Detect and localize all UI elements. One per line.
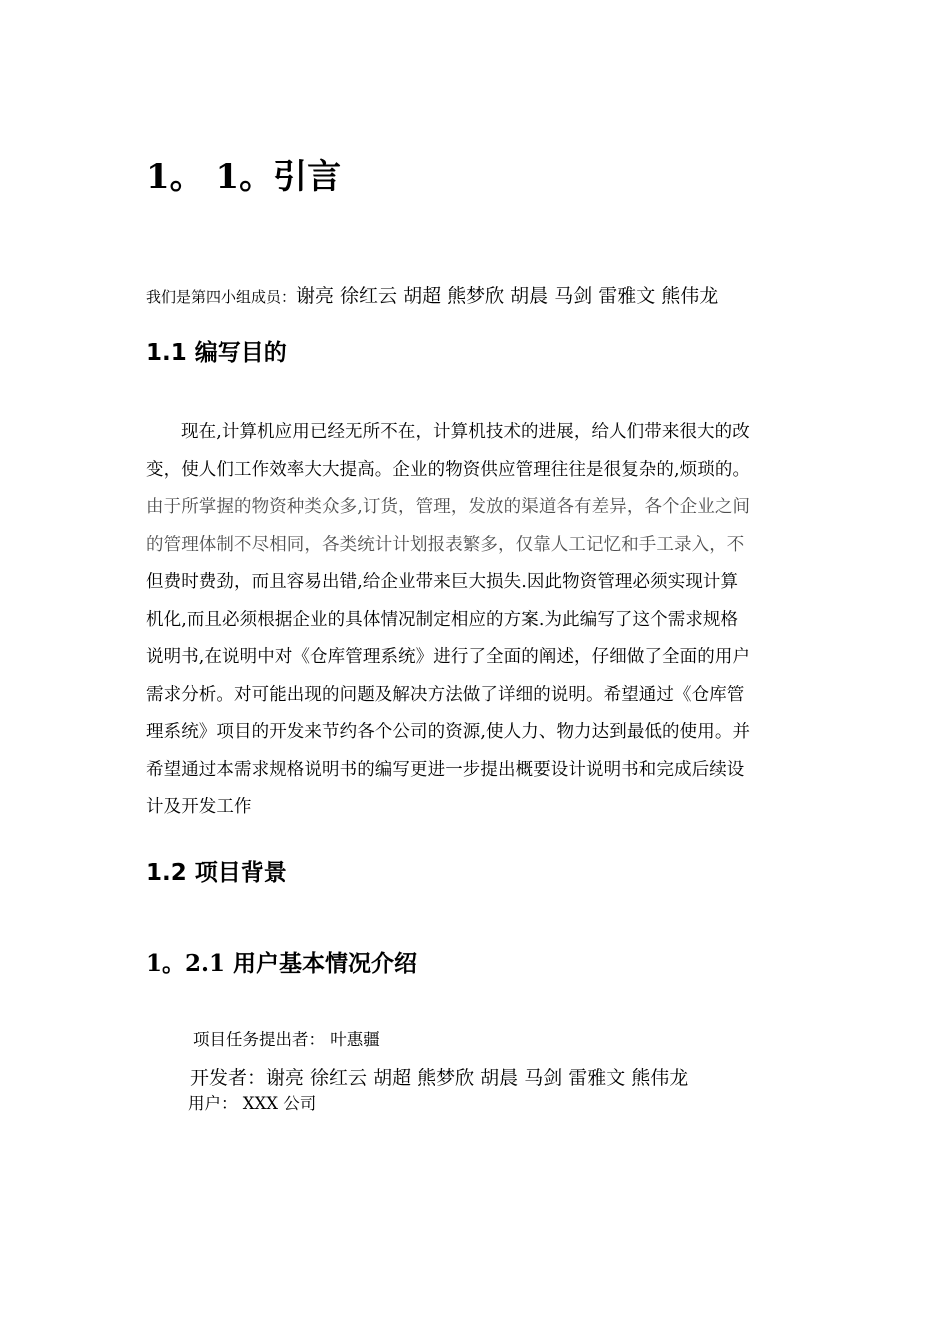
project-proposer: 项目任务提出者： 叶惠疆 [193,1030,380,1049]
paragraph-line: 现在,计算机应用已经无所不在，计算机技术的进展，给人们带来很大的改 [181,422,750,442]
paragraph-line: 理系统》项目的开发来节约各个公司的资源,使人力、物力达到最低的使用。并 [146,722,751,742]
paragraph-line: 说明书,在说明中对《仓库管理系统》进行了全面的阐述，仔细做了全面的用户 [146,647,751,667]
group-members-lead: 我们是第四小组成员： [146,288,297,306]
document-title: 1。 1。引言 [146,157,342,197]
paragraph-line: 但费时费劲，而且容易出错,给企业带来巨大损失.因此物资管理必须实现计算 [146,572,739,592]
group-members-line [146,282,718,311]
project-developers: 开发者：谢亮 徐红云 胡超 熊梦欣 胡晨 马剑 雷雅文 熊伟龙 [190,1067,689,1089]
paragraph-line: 需求分析。对可能出现的问题及解决方法做了详细的说明。希望通过《仓库管 [146,684,745,705]
section-heading-purpose: 1.1 编写目的 [146,340,287,366]
paragraph-line: 希望通过本需求规格说明书的编写更进一步提出概要设计说明书和完成后续设 [146,759,745,780]
paragraph-line: 机化,而且必须根据企业的具体情况制定相应的方案.为此编写了这个需求规格 [146,609,739,630]
purpose-paragraph [146,414,806,827]
group-members-names: 谢亮 徐红云 胡超 熊梦欣 胡晨 马剑 雷雅文 熊伟龙 [296,285,719,307]
project-user: 用户： XXX 公司 [188,1094,317,1113]
paragraph-line: 变，使人们工作效率大大提高。企业的物资供应管理往往是很复杂的,烦琐的。 [146,459,751,480]
subsection-heading-user-info: 1。2.1 用户基本情况介绍 [146,950,418,977]
paragraph-line: 的管理体制不尽相同，各类统计计划报表繁多，仅靠人工记忆和手工录入，不 [146,534,745,555]
paragraph-line: 计及开发工作 [146,797,252,817]
paragraph-line: 由于所掌握的物资种类众多,订货，管理，发放的渠道各有差异，各个企业之间 [146,497,751,517]
section-heading-background: 1.2 项目背景 [146,860,287,886]
